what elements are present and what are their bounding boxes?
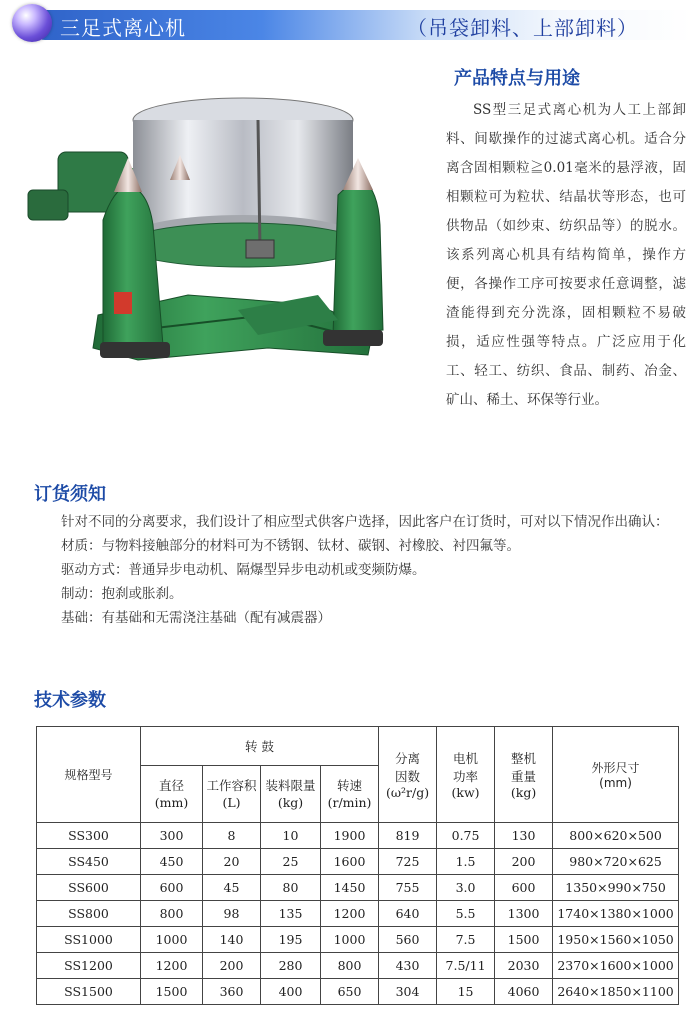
table-cell: 1950×1560×1050 — [553, 927, 679, 953]
table-cell: 20 — [203, 849, 261, 875]
table-cell: 1500 — [495, 927, 553, 953]
table-cell: 280 — [261, 953, 321, 979]
table-cell: 80 — [261, 875, 321, 901]
table-cell: 1900 — [321, 823, 379, 849]
table-cell: SS600 — [37, 875, 141, 901]
table-cell: 1200 — [321, 901, 379, 927]
banner-orb-icon — [12, 4, 52, 42]
table-cell: 200 — [203, 953, 261, 979]
table-cell: 360 — [203, 979, 261, 1005]
table-cell: 430 — [379, 953, 437, 979]
table-cell: 3.0 — [437, 875, 495, 901]
table-cell: 755 — [379, 875, 437, 901]
ordering-line-material: 材质：与物料接触部分的材料可为不锈钢、钛材、碳钢、衬橡胶、衬四氟等。 — [61, 538, 520, 554]
motor-power-header: 电机 功率 (kw) — [437, 727, 495, 823]
table-cell: 725 — [379, 849, 437, 875]
table-cell: SS1200 — [37, 953, 141, 979]
table-cell: SS450 — [37, 849, 141, 875]
table-cell: 1.5 — [437, 849, 495, 875]
table-cell: 7.5 — [437, 927, 495, 953]
title-banner — [8, 4, 692, 42]
table-row — [37, 979, 679, 1005]
load-limit-header: 装料限量 (kg) — [261, 766, 321, 823]
table-cell: 304 — [379, 979, 437, 1005]
banner-title: 三足式离心机 — [60, 16, 186, 40]
ordering-notes — [34, 510, 684, 630]
table-cell: 135 — [261, 901, 321, 927]
table-cell: 800 — [141, 901, 203, 927]
model-header: 规格型号 — [37, 727, 141, 823]
table-cell: 5.5 — [437, 901, 495, 927]
table-cell: 800 — [321, 953, 379, 979]
weight-header: 整机 重量 (kg) — [495, 727, 553, 823]
ordering-heading: 订货须知 — [34, 484, 106, 505]
table-cell: 1350×990×750 — [553, 875, 679, 901]
table-cell: 600 — [141, 875, 203, 901]
table-cell: 1000 — [141, 927, 203, 953]
table-row — [37, 849, 679, 875]
table-cell: SS1500 — [37, 979, 141, 1005]
table-cell: 2030 — [495, 953, 553, 979]
table-cell: 0.75 — [437, 823, 495, 849]
table-cell: 300 — [141, 823, 203, 849]
ordering-line-foundation: 基础：有基础和无需浇注基础（配有减震器） — [61, 610, 331, 626]
specs-table — [36, 726, 679, 1005]
table-cell: SS1000 — [37, 927, 141, 953]
table-cell: SS800 — [37, 901, 141, 927]
diameter-header: 直径 (mm) — [141, 766, 203, 823]
features-body: SS型三足式离心机为人工上部卸料、间歇操作的过滤式离心机。适合分离含固相颗粒≧0.01毫米的悬浮液，固相颗粒可为粒状、结晶状等形态，也可供物品（如纱束、纺织品等）的脱水。该系列离心机具有结构简单，操作方便，各操作工序可按要求任意调整，滤渣能得到充分洗涤，固相颗粒不易破损，适应性强等特点。广泛应用于化工、轻工、纺织、食品、制药、冶金、矿山、稀土、环保等行业。 — [446, 102, 686, 408]
table-cell: 200 — [495, 849, 553, 875]
speed-header: 转速 (r/min) — [321, 766, 379, 823]
table-cell: 600 — [495, 875, 553, 901]
table-cell: 8 — [203, 823, 261, 849]
table-cell: 4060 — [495, 979, 553, 1005]
table-row — [37, 927, 679, 953]
table-cell: 25 — [261, 849, 321, 875]
table-cell: 640 — [379, 901, 437, 927]
banner-subtitle: （吊袋卸料、上部卸料） — [407, 16, 638, 40]
table-cell: 1500 — [141, 979, 203, 1005]
table-cell: 15 — [437, 979, 495, 1005]
table-cell: 1000 — [321, 927, 379, 953]
table-cell: 400 — [261, 979, 321, 1005]
table-cell: 1200 — [141, 953, 203, 979]
table-cell: 560 — [379, 927, 437, 953]
ordering-line-drive: 驱动方式：普通异步电动机、隔爆型异步电动机或变频防爆。 — [61, 562, 426, 578]
table-cell: 1600 — [321, 849, 379, 875]
table-cell: 650 — [321, 979, 379, 1005]
table-row — [37, 875, 679, 901]
table-cell: 2640×1850×1100 — [553, 979, 679, 1005]
drum-header: 转 鼓 — [141, 727, 379, 766]
table-cell: 1450 — [321, 875, 379, 901]
ordering-intro: 针对不同的分离要求，我们设计了相应型式供客户选择，因此客户在订货时，可对以下情况作出确认： — [61, 514, 669, 530]
table-cell: 140 — [203, 927, 261, 953]
table-cell: 1300 — [495, 901, 553, 927]
table-row — [37, 823, 679, 849]
table-cell: 195 — [261, 927, 321, 953]
table-cell: 1740×1380×1000 — [553, 901, 679, 927]
table-cell: 450 — [141, 849, 203, 875]
table-cell: 130 — [495, 823, 553, 849]
ordering-line-brake: 制动：抱刹或胀刹。 — [61, 586, 183, 602]
table-cell: 980×720×625 — [553, 849, 679, 875]
specs-heading: 技术参数 — [34, 690, 106, 711]
dimensions-header: 外形尺寸 (mm) — [553, 727, 679, 823]
table-cell: 819 — [379, 823, 437, 849]
table-cell: 2370×1600×1000 — [553, 953, 679, 979]
centrifuge-image — [18, 80, 388, 380]
table-cell: 800×620×500 — [553, 823, 679, 849]
table-cell: 45 — [203, 875, 261, 901]
table-cell: 98 — [203, 901, 261, 927]
separation-factor-header: 分离 因数 (ω²r/g) — [379, 727, 437, 823]
table-cell: 10 — [261, 823, 321, 849]
table-row — [37, 953, 679, 979]
features-heading: 产品特点与用途 — [454, 68, 580, 89]
table-row — [37, 901, 679, 927]
volume-header: 工作容积 (L) — [203, 766, 261, 823]
table-cell: 7.5/11 — [437, 953, 495, 979]
table-cell: SS300 — [37, 823, 141, 849]
